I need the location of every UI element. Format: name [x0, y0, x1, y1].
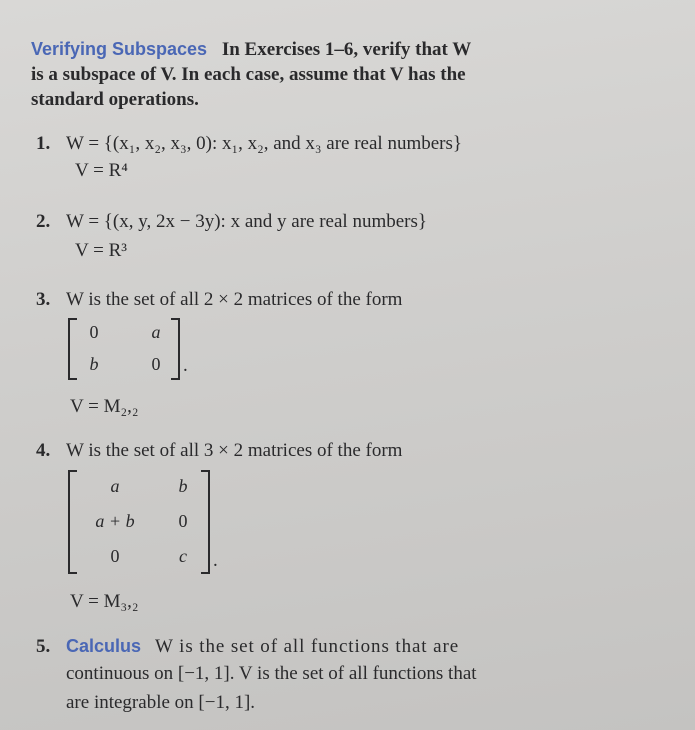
exercise-5-line-1: W is the set of all functions that are — [155, 636, 460, 657]
matrix-cell: 0 — [89, 322, 99, 342]
matrix-2x2 — [68, 318, 180, 380]
matrix-cell: 0 — [110, 546, 120, 566]
matrix-cell: c — [179, 546, 187, 566]
intro-text-3: standard operations. — [31, 89, 199, 110]
section-header-line-1 — [31, 38, 471, 61]
exercise-2-w: W = {(x, y, 2x − 3y): x and y are real numbers} — [66, 211, 427, 232]
exercise-3 — [36, 289, 402, 311]
matrix-cell: b — [89, 354, 99, 374]
section-title: Verifying Subspaces — [31, 39, 208, 59]
exercise-5-line-2: continuous on [−1, 1]. V is the set of all functions that — [66, 663, 477, 684]
exercise-5-line-3: are integrable on [−1, 1]. — [66, 692, 256, 713]
exercise-2 — [36, 211, 427, 233]
matrix-cell: 0 — [178, 511, 188, 531]
exercise-number: 2. — [36, 211, 51, 232]
matrix-period: . — [183, 355, 188, 376]
exercise-3-w: W is the set of all 2 × 2 matrices of the form — [66, 289, 403, 310]
intro-text-1: In Exercises 1–6, verify that W — [221, 39, 472, 60]
exercise-number: 4. — [36, 440, 51, 461]
matrix-cell: a — [110, 476, 120, 496]
exercise-2-v: V = R³ — [75, 240, 127, 261]
exercise-1-v: V = R⁴ — [75, 160, 128, 181]
matrix-cell: a + b — [95, 511, 135, 531]
exercise-number: 3. — [36, 289, 51, 310]
exercise-4-v: V = M₃,₂ — [70, 591, 139, 612]
exercise-number: 5. — [36, 636, 51, 657]
exercise-5 — [36, 635, 459, 658]
calculus-label: Calculus — [66, 636, 142, 656]
matrix-3x2 — [68, 470, 210, 574]
matrix-cell: a — [151, 322, 161, 342]
intro-text-2: is a subspace of V. In each case, assume that V has the — [31, 64, 466, 85]
exercise-4-w: W is the set of all 3 × 2 matrices of the form — [66, 440, 403, 461]
exercise-1 — [36, 133, 462, 155]
exercise-number: 1. — [36, 133, 51, 154]
matrix-period: . — [213, 550, 218, 571]
exercise-3-v: V = M₂,₂ — [70, 396, 139, 417]
matrix-cell: b — [178, 476, 188, 496]
exercise-1-w: W = {(x₁, x₂, x₃, 0): x₁, x₂, and x₃ are real numbers} — [66, 133, 463, 154]
matrix-cell: 0 — [151, 354, 161, 374]
exercise-4 — [36, 440, 402, 462]
